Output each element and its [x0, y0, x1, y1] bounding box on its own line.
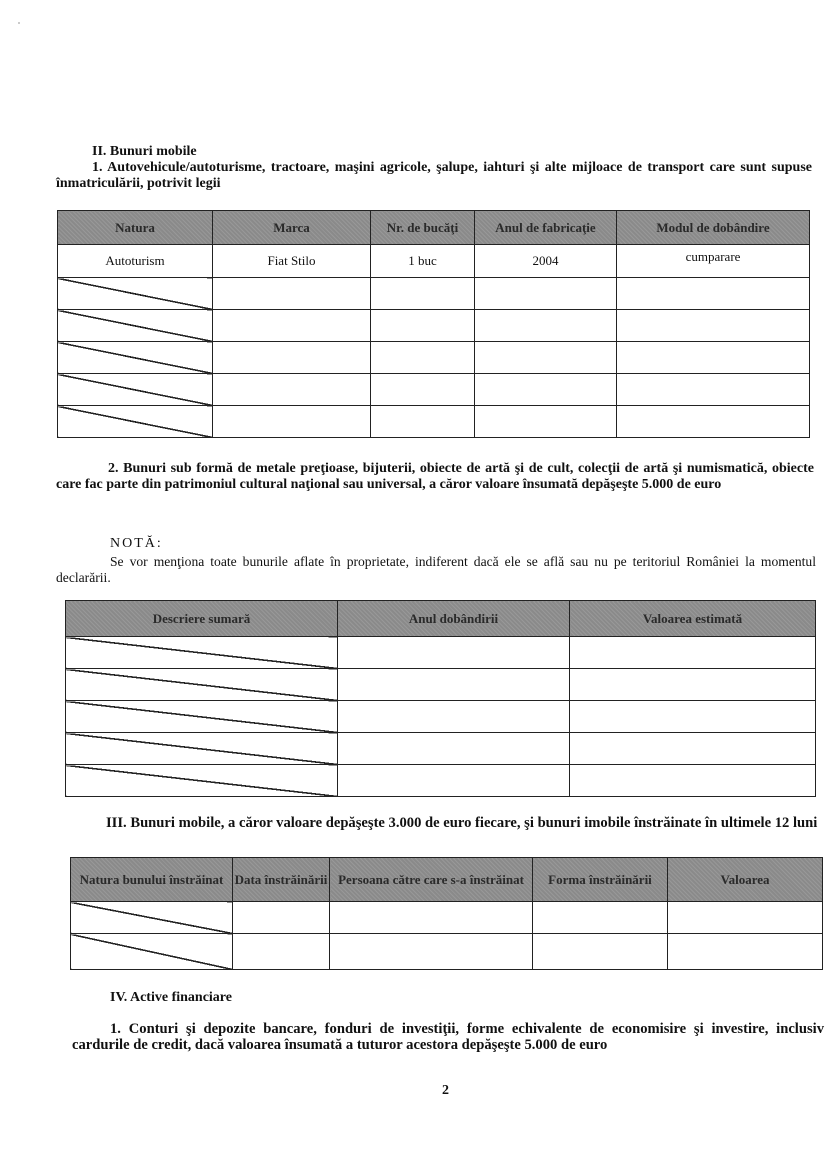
crossed-cell	[66, 637, 338, 669]
col-header-valoarea: Valoarea	[668, 858, 823, 902]
crossed-cell	[71, 934, 233, 970]
section-3-heading: III. Bunuri mobile, a căror valoare depăşeşte 3.000 de euro fiecare, şi bunuri imobile înstrăinate în ultimele 12 luni	[106, 815, 818, 831]
cell-modul-dobandire: cumparare	[617, 245, 810, 278]
crossed-cell	[66, 701, 338, 733]
col-header-natura-bunului: Natura bunului înstrăinat	[71, 858, 233, 902]
section-2-item-1: 1. Autovehicule/autoturisme, tractoare, maşini agricole, şalupe, iahturi şi alte mijloace de transport care sunt supuse înmatriculării, potrivit legii	[56, 160, 812, 191]
crossed-cell	[71, 902, 233, 934]
crossed-cell	[66, 669, 338, 701]
section-2-item-2: 2. Bunuri sub formă de metale preţioase, bijuterii, obiecte de artă şi de cult, colecţii de artă şi numismatică, obiecte care fac parte din patrimoniul cultural naţional sau universal, a căror valoare însumată depăşeşte 5.000 de euro	[56, 461, 814, 492]
col-header-anul-fabricatie: Anul de fabricaţie	[475, 211, 617, 245]
crossed-cell	[66, 733, 338, 765]
table-row	[58, 245, 810, 278]
valuables-table	[65, 600, 816, 797]
section-4-item-1: 1. Conturi şi depozite bancare, fonduri de investiţii, forme echivalente de economisire şi investire, inclusiv cardurile de credit, dacă valoarea însumată a tuturor acestora depăşeşte 5.000 de euro	[72, 1021, 824, 1053]
table-row	[66, 733, 816, 765]
table-row	[58, 278, 810, 310]
col-header-modul-dobandire: Modul de dobândire	[617, 211, 810, 245]
table-row	[58, 310, 810, 342]
note-text: Se vor menţiona toate bunurile aflate în proprietate, indiferent dacă ele se află sau nu pe teritoriul României la momentul declarării.	[56, 554, 816, 585]
col-header-marca: Marca	[213, 211, 371, 245]
col-header-valoarea-estimata: Valoarea estimată	[570, 601, 816, 637]
crossed-cell	[58, 278, 213, 310]
table-row	[71, 902, 823, 934]
col-header-data-instrainarii: Data înstrăinării	[233, 858, 330, 902]
table-row	[71, 934, 823, 970]
table-row	[66, 637, 816, 669]
table-row	[58, 342, 810, 374]
col-header-descriere: Descriere sumară	[66, 601, 338, 637]
table-row	[66, 701, 816, 733]
section-4-heading: IV. Active financiare	[110, 990, 232, 1005]
cell-anul-fabricatie: 2004	[475, 245, 617, 278]
cell-natura: Autoturism	[58, 245, 213, 278]
vehicles-table	[57, 210, 810, 438]
col-header-anul-dobandirii: Anul dobândirii	[338, 601, 570, 637]
col-header-natura: Natura	[58, 211, 213, 245]
crossed-cell	[58, 406, 213, 438]
page-number: 2	[442, 1083, 449, 1098]
col-header-nr-bucati: Nr. de bucăţi	[371, 211, 475, 245]
crossed-cell	[58, 310, 213, 342]
alienated-table	[70, 857, 823, 970]
crossed-cell	[58, 342, 213, 374]
table-row	[58, 406, 810, 438]
crossed-cell	[66, 765, 338, 797]
crossed-cell	[58, 374, 213, 406]
section-2-heading: II. Bunuri mobile	[92, 144, 197, 159]
table-row	[66, 669, 816, 701]
cell-marca: Fiat Stilo	[213, 245, 371, 278]
table-row	[66, 765, 816, 797]
cell-nr-bucati: 1 buc	[371, 245, 475, 278]
table-row	[58, 374, 810, 406]
note-title: NOTĂ:	[110, 536, 163, 551]
col-header-persoana: Persoana către care s-a înstrăinat	[330, 858, 533, 902]
col-header-forma-instrainarii: Forma înstrăinării	[533, 858, 668, 902]
